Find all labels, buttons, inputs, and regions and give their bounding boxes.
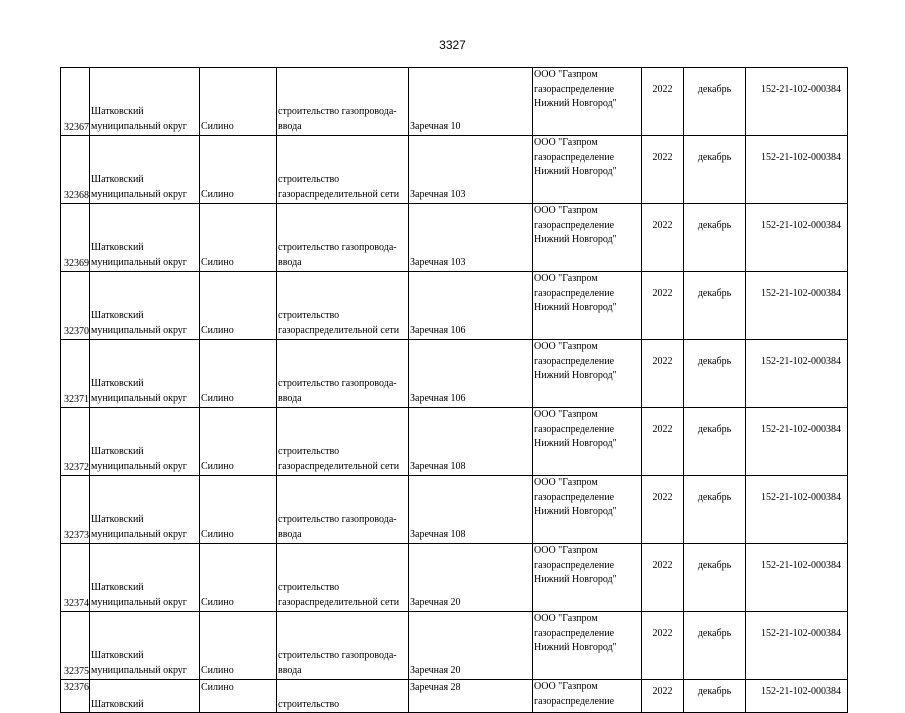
village: Силино xyxy=(201,461,234,472)
code: 152-21-102-000384 xyxy=(761,288,841,299)
village-cell xyxy=(200,136,277,204)
village: Силино xyxy=(201,189,234,200)
org-line-2: газораспределение xyxy=(534,627,615,639)
table-row xyxy=(61,408,848,476)
org-line-1: ООО "Газпром xyxy=(534,137,598,148)
district-cell xyxy=(90,136,200,204)
district-line-2: муниципальный округ xyxy=(91,325,187,336)
address: Заречная 28 xyxy=(410,682,461,693)
month: декабрь xyxy=(697,288,732,299)
work-line-2: газораспределительной сети xyxy=(278,325,400,336)
year: 2022 xyxy=(652,84,673,95)
village-cell xyxy=(200,476,277,544)
code-cell xyxy=(746,204,848,272)
org-line-2: газораспределение xyxy=(534,423,615,435)
work-cell xyxy=(277,136,409,204)
month-cell xyxy=(684,680,746,713)
district-line-2: муниципальный округ xyxy=(91,529,187,540)
row-number-cell xyxy=(61,476,90,544)
year: 2022 xyxy=(652,220,673,231)
village-cell xyxy=(200,408,277,476)
row-number: 32372 xyxy=(64,462,89,473)
month: декабрь xyxy=(697,686,732,697)
work-line-1: строительство xyxy=(278,174,340,185)
address: Заречная 108 xyxy=(410,461,466,472)
org-line-2: газораспределение xyxy=(534,219,615,231)
village: Силино xyxy=(201,665,234,676)
month: декабрь xyxy=(697,560,732,571)
code: 152-21-102-000384 xyxy=(761,424,841,435)
org-line-3: Нижний Новгород" xyxy=(534,234,617,245)
district-line-1: Шатковский xyxy=(91,174,144,185)
work-line-2: ввода xyxy=(278,257,302,268)
village-cell xyxy=(200,272,277,340)
village: Силино xyxy=(201,529,234,540)
month: декабрь xyxy=(697,220,732,231)
address-cell xyxy=(409,476,533,544)
org-line-2: газораспределение xyxy=(534,83,615,95)
code-cell xyxy=(746,612,848,680)
village-cell xyxy=(200,680,277,713)
village: Силино xyxy=(201,393,234,404)
row-number: 32370 xyxy=(64,326,89,337)
district-cell xyxy=(90,408,200,476)
address: Заречная 103 xyxy=(410,257,466,268)
district-cell xyxy=(90,476,200,544)
code-cell xyxy=(746,408,848,476)
work-line-2: ввода xyxy=(278,665,302,676)
org-line-1: ООО "Газпром xyxy=(534,205,598,216)
row-number-cell xyxy=(61,408,90,476)
month: декабрь xyxy=(697,84,732,95)
code: 152-21-102-000384 xyxy=(761,492,841,503)
work-cell xyxy=(277,612,409,680)
code-cell xyxy=(746,476,848,544)
address-cell xyxy=(409,408,533,476)
table-row xyxy=(61,204,848,272)
work-line-1: строительство газопровода- xyxy=(278,514,397,525)
table-row xyxy=(61,680,848,713)
code-cell xyxy=(746,68,848,136)
row-number-cell xyxy=(61,68,90,136)
year-cell xyxy=(642,204,684,272)
address: Заречная 20 xyxy=(410,665,461,676)
row-number-cell xyxy=(61,612,90,680)
org-line-3: Нижний Новгород" xyxy=(534,98,617,109)
row-number-cell xyxy=(61,204,90,272)
code-cell xyxy=(746,544,848,612)
work-line-2: газораспределительной сети xyxy=(278,461,400,472)
address-cell xyxy=(409,680,533,713)
year-cell xyxy=(642,136,684,204)
organization-cell xyxy=(533,408,642,476)
district-cell xyxy=(90,340,200,408)
year-cell xyxy=(642,340,684,408)
table-row xyxy=(61,612,848,680)
month-cell xyxy=(684,612,746,680)
district-cell xyxy=(90,204,200,272)
row-number: 32373 xyxy=(64,530,89,541)
year: 2022 xyxy=(652,492,673,503)
row-number-cell xyxy=(61,136,90,204)
org-line-2: газораспределение xyxy=(534,355,615,367)
address-cell xyxy=(409,544,533,612)
organization-cell xyxy=(533,476,642,544)
district-line-2: муниципальный округ xyxy=(91,393,187,404)
work-cell xyxy=(277,68,409,136)
district-cell xyxy=(90,68,200,136)
year-cell xyxy=(642,544,684,612)
village-cell xyxy=(200,204,277,272)
district-line-1: Шатковский xyxy=(91,106,144,117)
table-row xyxy=(61,272,848,340)
district-cell xyxy=(90,680,200,713)
district-cell xyxy=(90,612,200,680)
district-line-1: Шатковский xyxy=(91,582,144,593)
address: Заречная 106 xyxy=(410,393,466,404)
org-line-3: Нижний Новгород" xyxy=(534,302,617,313)
org-line-1: ООО "Газпром xyxy=(534,613,598,624)
org-line-1: ООО "Газпром xyxy=(534,545,598,556)
work-cell xyxy=(277,544,409,612)
work-line-1: строительство газопровода- xyxy=(278,650,397,661)
year-cell xyxy=(642,68,684,136)
row-number: 32374 xyxy=(64,598,89,609)
address: Заречная 20 xyxy=(410,597,461,608)
address-cell xyxy=(409,272,533,340)
month: декабрь xyxy=(697,152,732,163)
year: 2022 xyxy=(652,628,673,639)
month-cell xyxy=(684,204,746,272)
village-cell xyxy=(200,544,277,612)
district-line-2: муниципальный округ xyxy=(91,461,187,472)
month-cell xyxy=(684,136,746,204)
address: Заречная 10 xyxy=(410,121,461,132)
row-number: 32369 xyxy=(64,258,89,269)
table-row xyxy=(61,340,848,408)
address-cell xyxy=(409,612,533,680)
work-cell xyxy=(277,680,409,713)
year: 2022 xyxy=(652,356,673,367)
month-cell xyxy=(684,408,746,476)
code: 152-21-102-000384 xyxy=(761,628,841,639)
district-line-2: муниципальный округ xyxy=(91,121,187,132)
month: декабрь xyxy=(697,356,732,367)
address: Заречная 108 xyxy=(410,529,466,540)
village: Силино xyxy=(201,682,234,693)
code: 152-21-102-000384 xyxy=(761,84,841,95)
work-line-2: ввода xyxy=(278,393,302,404)
district-line-2: муниципальный округ xyxy=(91,189,187,200)
org-line-2: газораспределение xyxy=(534,491,615,503)
district-line-1: Шатковский xyxy=(91,378,144,389)
month: декабрь xyxy=(697,424,732,435)
organization-cell xyxy=(533,612,642,680)
address-cell xyxy=(409,340,533,408)
organization-cell xyxy=(533,204,642,272)
work-line-1: строительство xyxy=(278,446,340,457)
org-line-1: ООО "Газпром xyxy=(534,681,598,692)
org-line-3: Нижний Новгород" xyxy=(534,438,617,449)
work-line-2: газораспределительной сети xyxy=(278,597,400,608)
org-line-3: Нижний Новгород" xyxy=(534,370,617,381)
work-line-2: газораспределительной сети xyxy=(278,189,400,200)
year: 2022 xyxy=(652,424,673,435)
address-cell xyxy=(409,204,533,272)
year-cell xyxy=(642,408,684,476)
table-row xyxy=(61,68,848,136)
district-cell xyxy=(90,272,200,340)
organization-cell xyxy=(533,680,642,713)
table-row xyxy=(61,136,848,204)
month-cell xyxy=(684,544,746,612)
address: Заречная 103 xyxy=(410,189,466,200)
organization-cell xyxy=(533,272,642,340)
address: Заречная 106 xyxy=(410,325,466,336)
org-line-1: ООО "Газпром xyxy=(534,477,598,488)
code: 152-21-102-000384 xyxy=(761,686,841,697)
year-cell xyxy=(642,680,684,713)
org-line-3: Нижний Новгород" xyxy=(534,642,617,653)
village: Силино xyxy=(201,325,234,336)
work-cell xyxy=(277,340,409,408)
work-cell xyxy=(277,476,409,544)
work-line-1: строительство газопровода- xyxy=(278,106,397,117)
work-cell xyxy=(277,204,409,272)
org-line-2: газораспределение xyxy=(534,559,615,571)
row-number: 32367 xyxy=(64,122,89,133)
organization-cell xyxy=(533,340,642,408)
code: 152-21-102-000384 xyxy=(761,560,841,571)
code: 152-21-102-000384 xyxy=(761,220,841,231)
row-number: 32376 xyxy=(64,682,89,693)
work-line-2: ввода xyxy=(278,529,302,540)
year: 2022 xyxy=(652,686,673,697)
work-line-2: ввода xyxy=(278,121,302,132)
row-number-cell xyxy=(61,340,90,408)
row-number-cell xyxy=(61,544,90,612)
org-line-2: газораспределение xyxy=(534,287,615,299)
code-cell xyxy=(746,340,848,408)
month: декабрь xyxy=(697,628,732,639)
month-cell xyxy=(684,476,746,544)
work-line-1: строительство xyxy=(278,699,340,710)
month-cell xyxy=(684,68,746,136)
year-cell xyxy=(642,476,684,544)
district-line-2: муниципальный округ xyxy=(91,665,187,676)
table-body xyxy=(61,68,848,713)
code-cell xyxy=(746,136,848,204)
work-cell xyxy=(277,408,409,476)
district-cell xyxy=(90,544,200,612)
year: 2022 xyxy=(652,288,673,299)
work-line-1: строительство xyxy=(278,310,340,321)
org-line-1: ООО "Газпром xyxy=(534,409,598,420)
month-cell xyxy=(684,340,746,408)
org-line-3: Нижний Новгород" xyxy=(534,506,617,517)
district-line-1: Шатковский xyxy=(91,650,144,661)
district-line-1: Шатковский xyxy=(91,514,144,525)
organization-cell xyxy=(533,136,642,204)
code-cell xyxy=(746,272,848,340)
year: 2022 xyxy=(652,560,673,571)
work-line-1: строительство газопровода- xyxy=(278,242,397,253)
district-line-1: Шатковский xyxy=(91,242,144,253)
village: Силино xyxy=(201,121,234,132)
page-number: 3327 xyxy=(439,38,466,52)
district-line-2: муниципальный округ xyxy=(91,597,187,608)
district-line-1: Шатковский xyxy=(91,446,144,457)
village-cell xyxy=(200,612,277,680)
org-line-3: Нижний Новгород" xyxy=(534,574,617,585)
village-cell xyxy=(200,68,277,136)
registry-table xyxy=(60,67,848,713)
year-cell xyxy=(642,272,684,340)
village: Силино xyxy=(201,597,234,608)
month-cell xyxy=(684,272,746,340)
row-number: 32375 xyxy=(64,666,89,677)
table-row xyxy=(61,476,848,544)
org-line-2: газораспределение xyxy=(534,695,615,707)
org-line-2: газораспределение xyxy=(534,151,615,163)
row-number: 32371 xyxy=(64,394,89,405)
address-cell xyxy=(409,136,533,204)
code: 152-21-102-000384 xyxy=(761,152,841,163)
work-line-1: строительство xyxy=(278,582,340,593)
year: 2022 xyxy=(652,152,673,163)
village-cell xyxy=(200,340,277,408)
table-row xyxy=(61,544,848,612)
code-cell xyxy=(746,680,848,713)
organization-cell xyxy=(533,544,642,612)
org-line-3: Нижний Новгород" xyxy=(534,166,617,177)
code: 152-21-102-000384 xyxy=(761,356,841,367)
row-number-cell xyxy=(61,272,90,340)
org-line-1: ООО "Газпром xyxy=(534,273,598,284)
address-cell xyxy=(409,68,533,136)
district-line-2: муниципальный округ xyxy=(91,257,187,268)
row-number-cell xyxy=(61,680,90,713)
row-number: 32368 xyxy=(64,190,89,201)
organization-cell xyxy=(533,68,642,136)
org-line-1: ООО "Газпром xyxy=(534,341,598,352)
work-line-1: строительство газопровода- xyxy=(278,378,397,389)
month: декабрь xyxy=(697,492,732,503)
org-line-1: ООО "Газпром xyxy=(534,69,598,80)
village: Силино xyxy=(201,257,234,268)
work-cell xyxy=(277,272,409,340)
district-line-1: Шатковский xyxy=(91,699,144,710)
district-line-1: Шатковский xyxy=(91,310,144,321)
year-cell xyxy=(642,612,684,680)
